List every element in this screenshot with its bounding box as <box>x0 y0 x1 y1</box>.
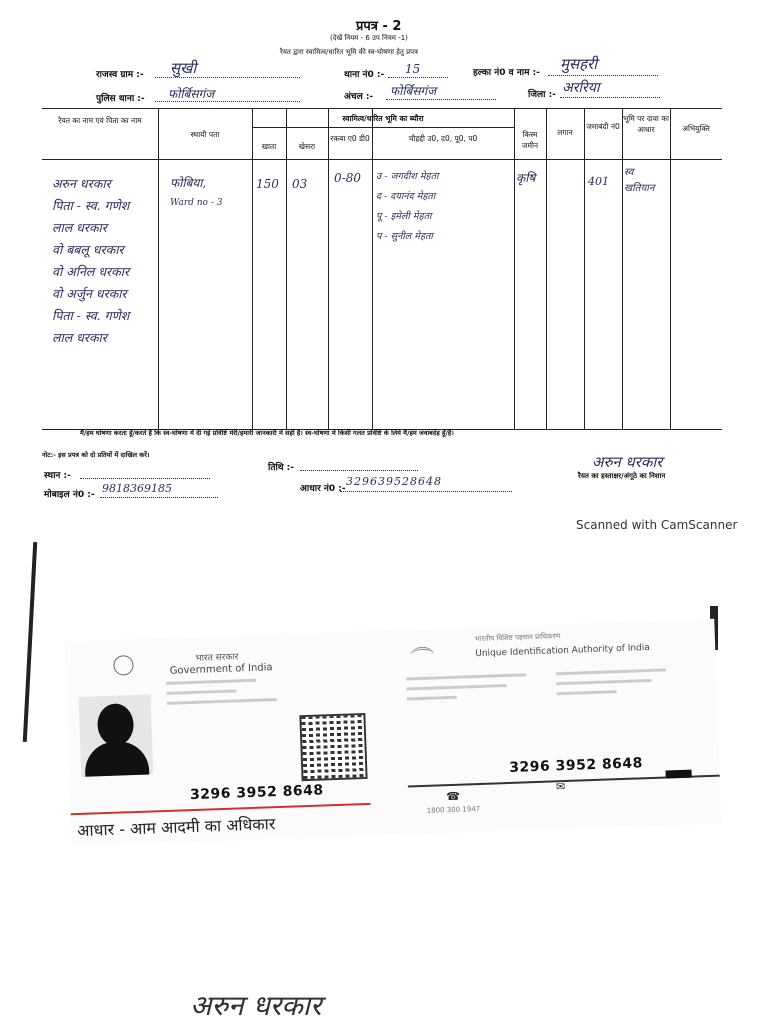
personal-details-placeholder <box>166 679 256 685</box>
thana-no-label: थाना नं0 :- <box>344 70 385 80</box>
header-lagan: लगान <box>557 128 573 137</box>
authority-english: Unique Identification Authority of India <box>475 642 651 660</box>
phone-icon: ☎ <box>446 789 461 804</box>
place-label: स्थान :- <box>44 471 71 481</box>
raiyat-name-line: लाल धरकार <box>52 330 107 345</box>
place-line <box>80 466 210 479</box>
chauhaddi-line: उ - जगदीश मेहता <box>376 171 439 182</box>
address-line: फोबिया, <box>170 176 207 190</box>
header-claim: भूमि पर दावा का आधार <box>623 114 669 134</box>
gov-english: Government of India <box>169 662 273 677</box>
header-chauhaddi: चौहद्दी उ0, द0, पू0, प0 <box>408 134 478 143</box>
raiyat-name-line: पिता - स्व. गणेश <box>52 198 130 213</box>
qr-pattern <box>301 715 365 779</box>
gov-hindi: भारत सरकार <box>195 652 239 664</box>
jamabandi-cell: 401 <box>588 175 609 188</box>
date-line <box>300 458 418 471</box>
raiyat-name-line: वो बबलू धरकार <box>52 242 124 257</box>
aadhaar-value: 329639528648 <box>346 475 442 488</box>
group-divider <box>252 127 514 128</box>
web-badge-icon <box>665 770 691 779</box>
photo-shoulders <box>84 741 149 777</box>
header-divider <box>42 159 722 160</box>
district-value: अररिया <box>562 80 600 96</box>
raiyat-name-line: लाल धरकार <box>52 220 107 235</box>
note-text: नोट:- इस प्रपत्र को दो प्रतियों में दाखिल करें। <box>42 451 150 459</box>
form-subtitle: रैयत द्वारा स्वामित्व/धारित भूमि की स्व-घोषणा हेतु प्रपत्र <box>280 48 418 56</box>
photo-head <box>97 703 134 746</box>
raiyat-names-cell <box>52 173 129 349</box>
anchal-label: अंचल :- <box>344 92 374 102</box>
claim-line: खतियान <box>624 183 655 194</box>
uidai-logo-icon <box>410 647 435 665</box>
aadhaar-card-scan <box>28 542 728 842</box>
date-label: तिथि :- <box>268 463 295 473</box>
header-jamabandi: जमाबंदी नं0 <box>586 122 620 131</box>
header-remarks: अभियुक्ति <box>682 124 710 133</box>
address-placeholder <box>557 690 617 695</box>
header-address: स्थायी पता <box>190 130 220 139</box>
mail-icon: ✉ <box>555 780 566 794</box>
land-details-table <box>42 108 722 430</box>
bottom-signature: अरुन धरकार <box>190 989 322 1022</box>
personal-details-placeholder <box>166 689 236 694</box>
camscanner-watermark: Scanned with CamScanner <box>576 518 738 532</box>
raiyat-name-line: वो अनिल धरकार <box>52 264 130 279</box>
personal-details-placeholder <box>167 698 277 705</box>
chauhaddi-line: पू - इमेली मेहता <box>376 211 432 222</box>
chauhaddi-line: द - दयानंद मेहता <box>376 191 436 202</box>
raiyat-signature: अरुन धरकार <box>592 453 663 471</box>
photo <box>79 694 154 776</box>
address-placeholder <box>407 696 457 701</box>
form-rule-line: (देखें नियम - 6 उप नियम -1) <box>330 34 408 42</box>
khata-cell: 150 <box>256 177 279 191</box>
address-placeholder <box>556 679 651 685</box>
rakba-cell: 0-80 <box>334 171 361 185</box>
halka-label: हल्का नं0 व नाम :- <box>473 68 540 78</box>
col-divider <box>546 109 547 429</box>
col-divider <box>328 109 329 429</box>
revenue-village-value: सुखी <box>170 59 197 77</box>
helpline-number: 1800 300 1947 <box>426 805 481 815</box>
police-station-value: फोर्बिसगंज <box>168 87 215 101</box>
header-kism: किस्म जमीन <box>521 130 539 150</box>
claim-cell <box>624 165 654 197</box>
declaration-text: मैं/हम घोषणा करता हूँ/करते हैं कि स्व-घोषणा में दी गई प्रविष्टि मेरी/हमारी जानकारी में सही है। स्व-घोषणा में किसी गलत प्रविष्टि के लिये मैं/हम जवाबदेह हूँ/हैं। <box>80 429 454 437</box>
halka-value: मुसहरी <box>560 55 598 73</box>
revenue-village-label: राजस्व ग्राम :- <box>96 70 144 80</box>
address-placeholder <box>556 668 666 675</box>
aadhaar-label: आधार नं0 :- <box>300 484 346 494</box>
col-divider <box>372 109 373 429</box>
col-divider <box>158 109 159 429</box>
raiyat-name-line: अरुन धरकार <box>52 176 111 191</box>
chauhaddi-line: प - सुनील मेहता <box>376 231 433 242</box>
form-title: प्रपत्र - 2 <box>356 19 402 34</box>
kism-cell: कृषि <box>516 171 536 185</box>
address-placeholder <box>406 684 506 690</box>
aadhaar-number-front: 3296 3952 8648 <box>189 782 324 804</box>
header-raiyat: रैयत का नाम एवं पिता का नाम <box>58 116 142 125</box>
col-divider <box>252 109 253 429</box>
raiyat-name-line: पिता - स्व. गणेश <box>52 308 130 323</box>
khesra-cell: 03 <box>292 177 308 191</box>
district-label: जिला :- <box>528 90 556 100</box>
col-divider <box>514 109 515 429</box>
address-placeholder <box>406 673 526 680</box>
scan-edge-left <box>23 542 37 742</box>
chauhaddi-cell <box>376 167 438 247</box>
header-land-group: स्वामित्व/धारित भूमि का ब्यौरा <box>342 114 424 123</box>
emblem-icon <box>113 655 134 676</box>
police-station-label: पुलिस थाना :- <box>96 94 145 104</box>
aadhaar-card-body <box>65 619 722 847</box>
authority-hindi: भारतीय विशिष्ट पहचान प्राधिकरण <box>474 632 561 644</box>
address-line: Ward no - 3 <box>170 198 223 208</box>
signature-caption: रैयत का हस्ताक्षर/अंगूठे का निशान <box>578 472 666 480</box>
aadhaar-slogan: आधार - आम आदमी का अधिकार <box>76 814 276 841</box>
col-divider <box>670 109 671 429</box>
aadhaar-number-back: 3296 3952 8648 <box>509 755 644 776</box>
mobile-label: मोबाइल नं0 :- <box>44 490 95 500</box>
header-rakba: रकबा ए0 डी0 <box>330 134 370 143</box>
claim-line: स्व <box>624 167 634 178</box>
header-khata: खाता <box>261 142 277 151</box>
address-cell <box>170 173 222 213</box>
qr-code <box>299 713 367 781</box>
col-divider <box>622 109 623 429</box>
thana-no-value: 15 <box>405 62 421 76</box>
raiyat-name-line: वो अर्जुन धरकार <box>52 286 127 301</box>
mobile-value: 9818369185 <box>102 482 172 495</box>
header-khesra: खेसरा <box>298 142 316 151</box>
col-divider <box>286 109 287 429</box>
anchal-value: फोर्बिसगंज <box>390 84 437 98</box>
col-divider <box>584 109 585 429</box>
